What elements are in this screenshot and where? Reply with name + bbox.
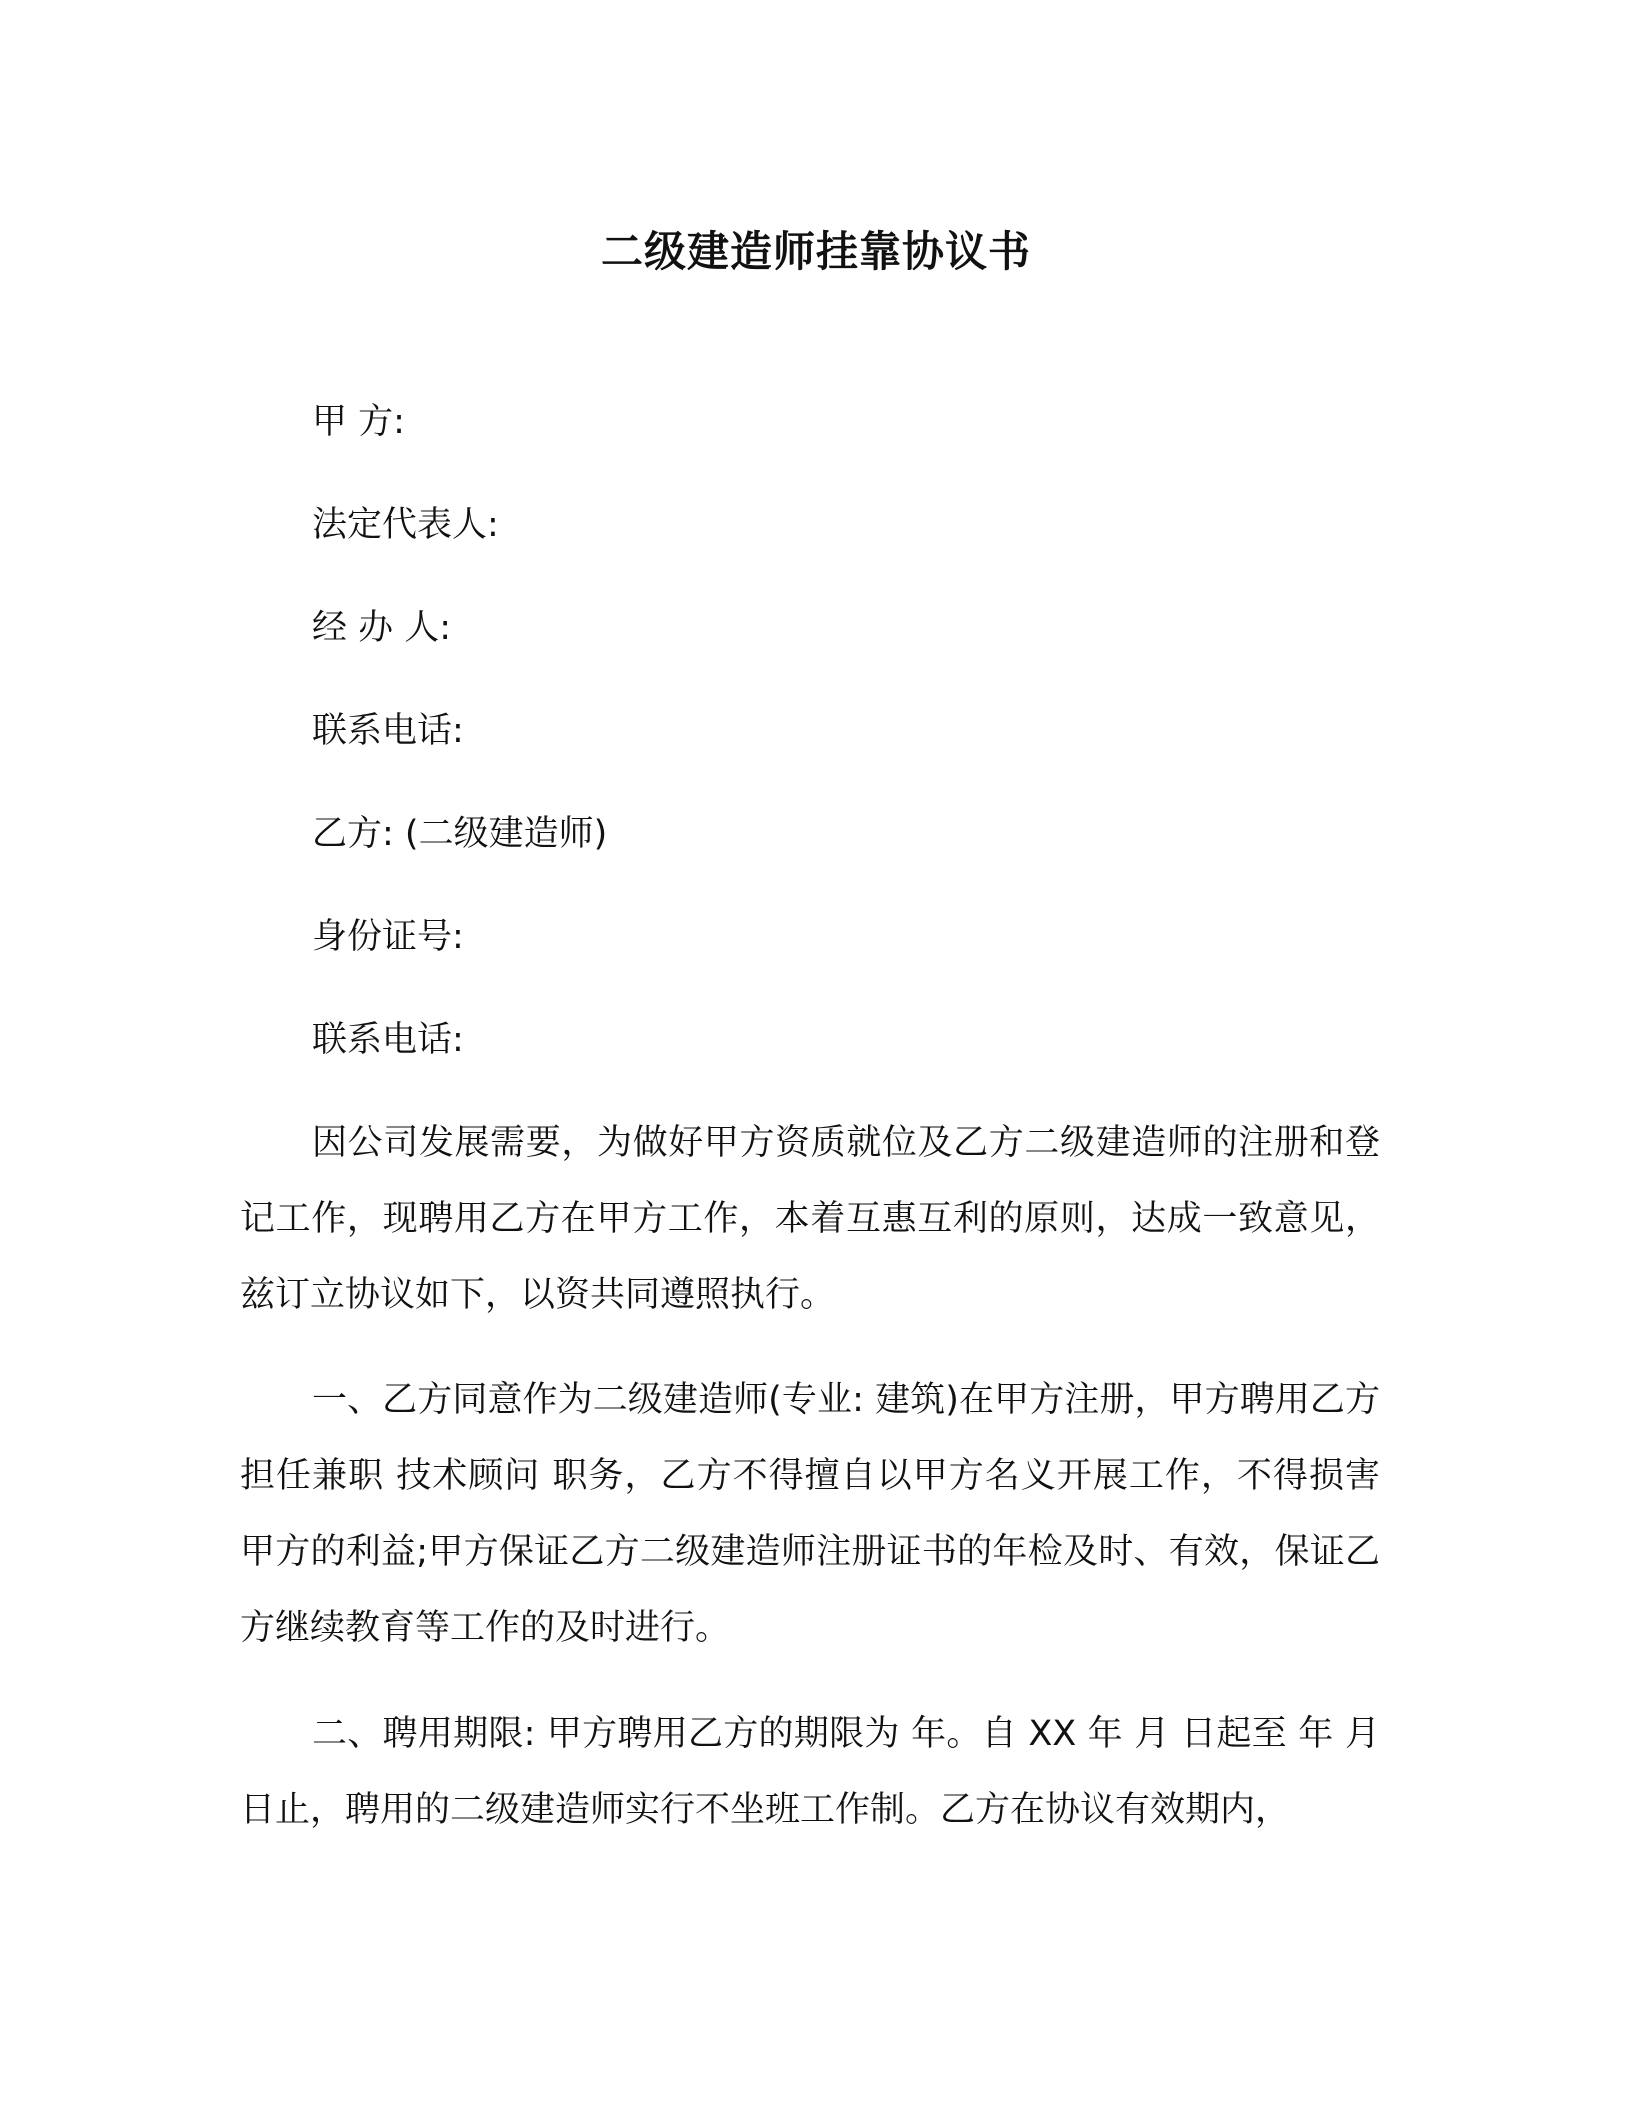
party-b-phone-field: 联系电话:: [312, 1020, 464, 1060]
party-a-field: 甲 方:: [312, 402, 405, 442]
clause-2-paragraph: 二、聘用期限: 甲方聘用乙方的期限为 年。自 XX 年 月 日起至 年 月 日止，聘用的二级建造师实行不坐班工作制。乙方在协议有效期内，: [240, 1714, 1380, 1830]
handler-field: 经 办 人:: [312, 608, 452, 648]
id-number-field: 身份证号:: [312, 917, 464, 957]
legal-representative-field: 法定代表人:: [312, 505, 499, 545]
clause-1-paragraph: 一、乙方同意作为二级建造师(专业: 建筑)在甲方注册，甲方聘用乙方担任兼职 技术顾问 职务，乙方不得擅自以甲方名义开展工作，不得损害甲方的利益;甲方保证乙方二级建造师注册证书的年检及时、有效，保证乙方继续教育等工作的及时进行。: [240, 1380, 1380, 1648]
document-title: 二级建造师挂靠协议书: [600, 227, 1031, 276]
party-a-phone-field: 联系电话:: [312, 711, 464, 751]
party-b-field: 乙方: (二级建造师): [312, 814, 608, 854]
intro-paragraph: 因公司发展需要，为做好甲方资质就位及乙方二级建造师的注册和登记工作，现聘用乙方在甲方工作，本着互惠互利的原则，达成一致意见，兹订立协议如下，以资共同遵照执行。: [240, 1123, 1380, 1315]
